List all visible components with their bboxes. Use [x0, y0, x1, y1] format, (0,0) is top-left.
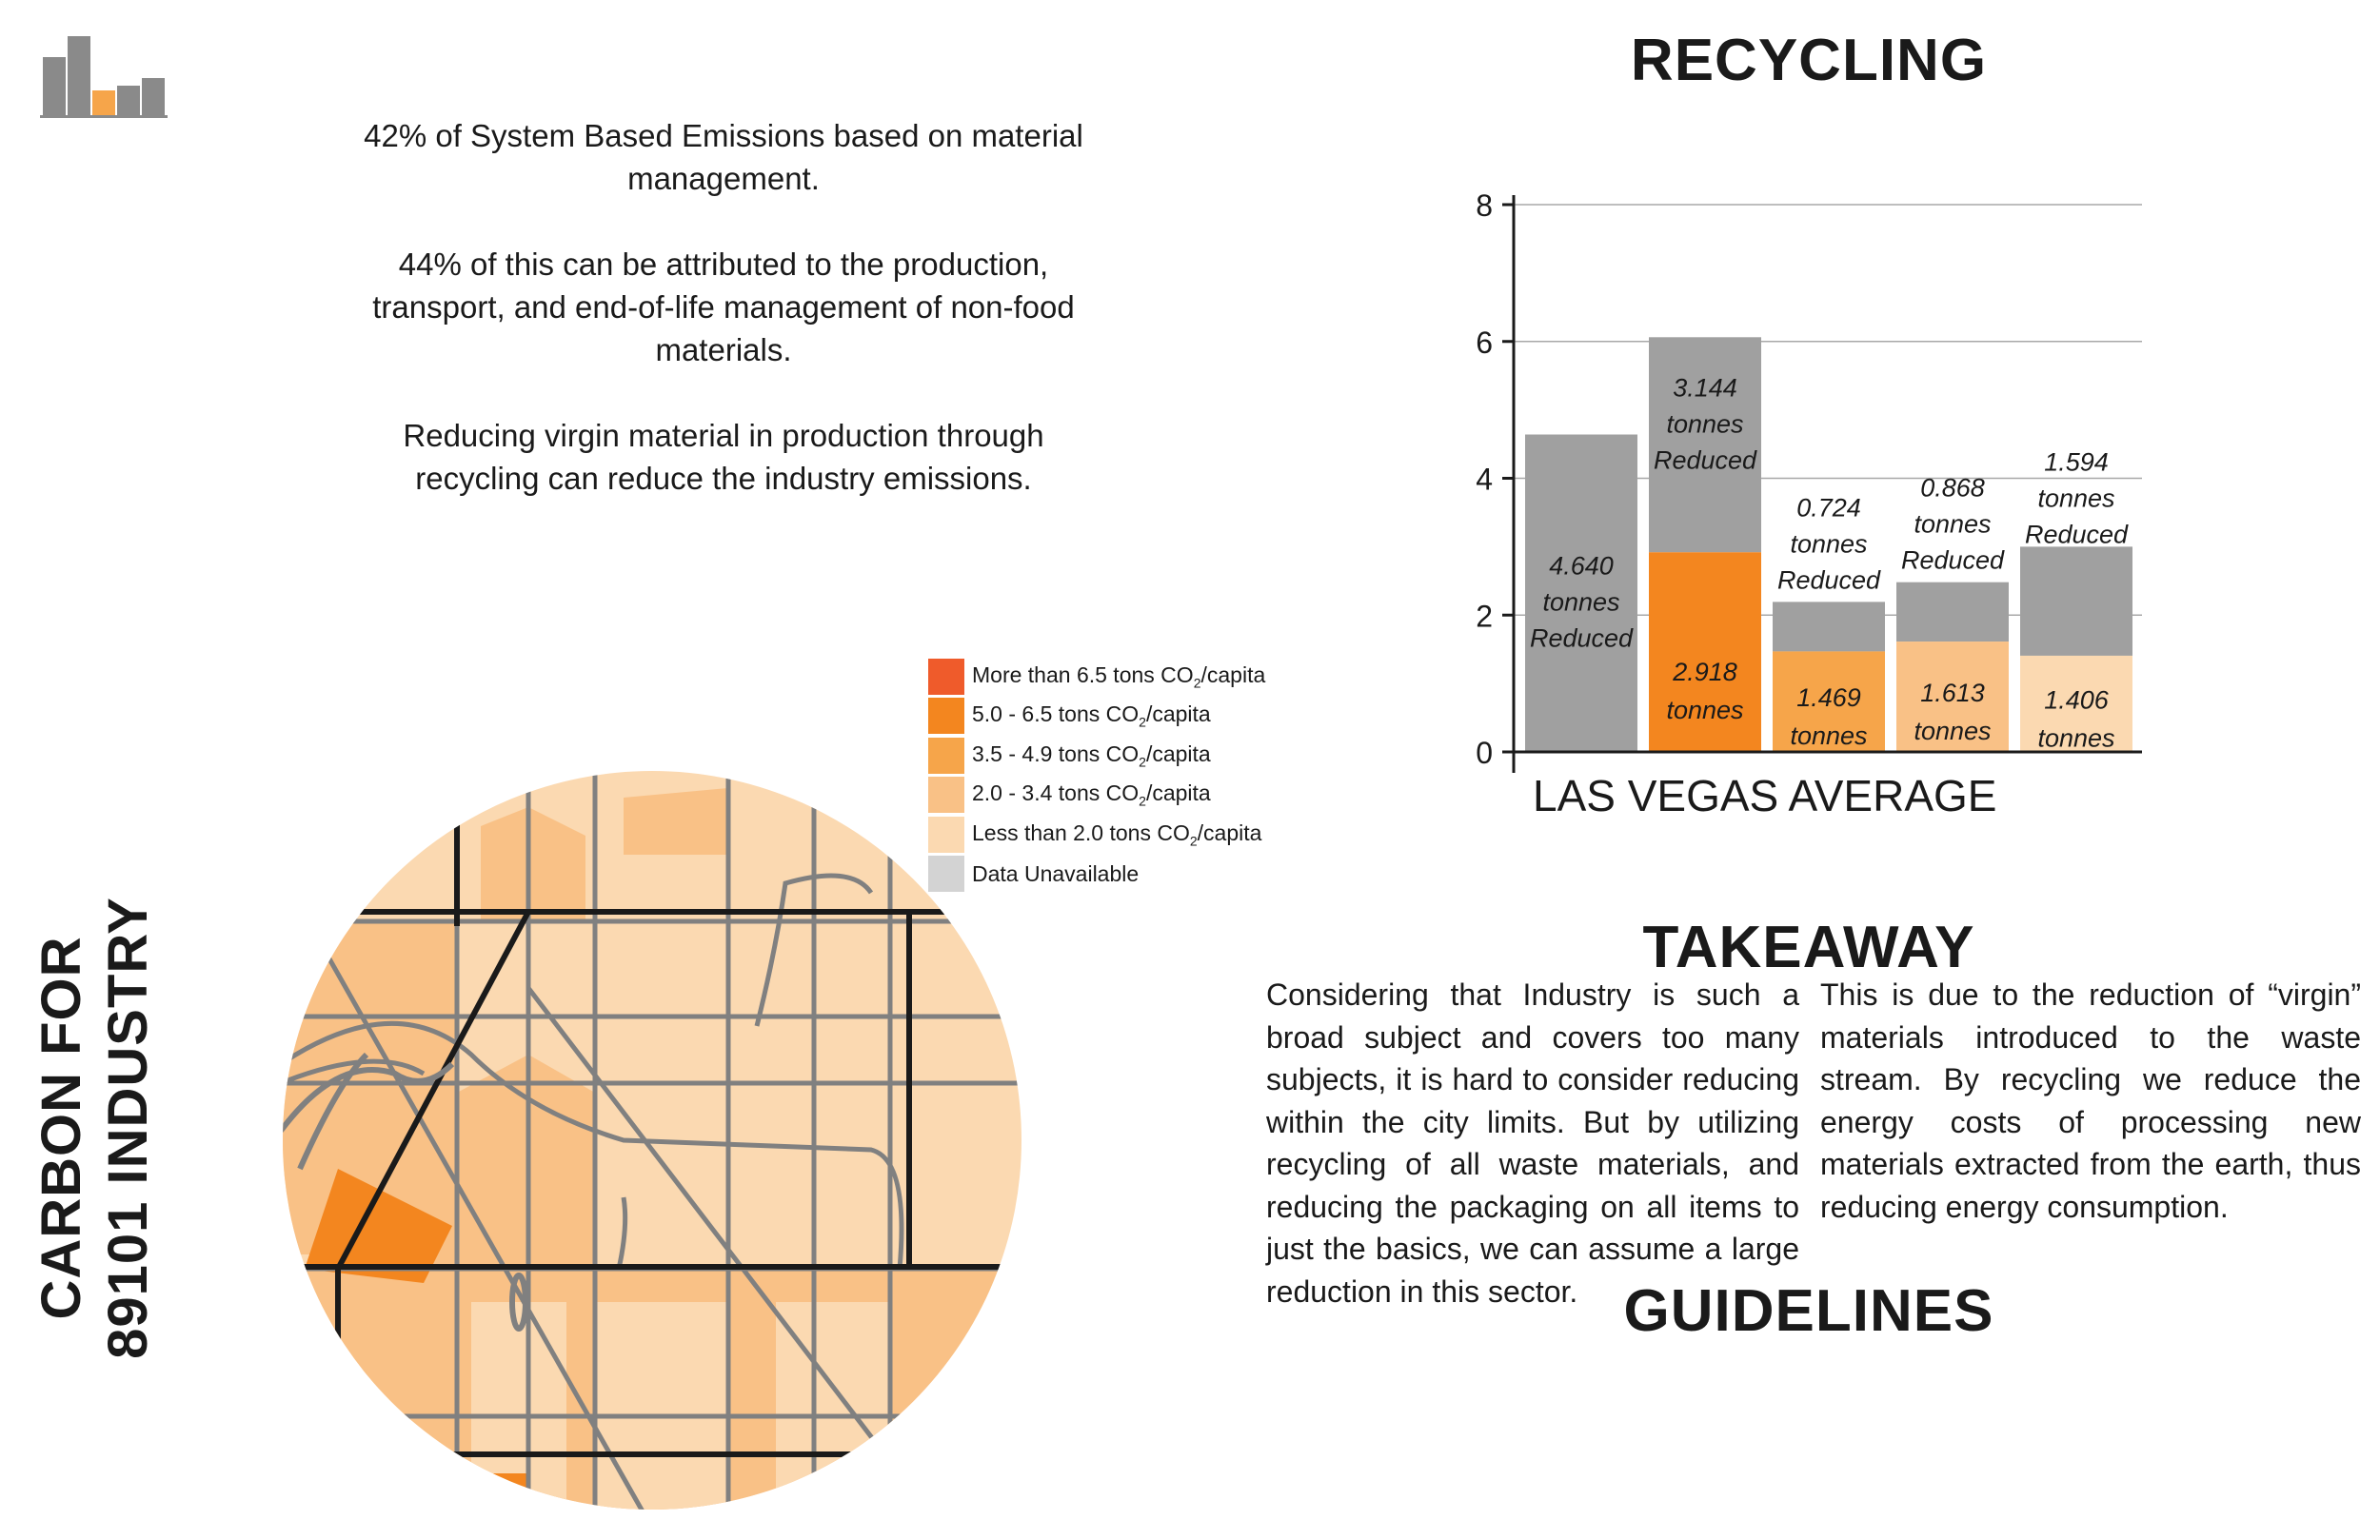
legend-label: 3.5 - 4.9 tons $CO_2$/capita — [972, 740, 1211, 770]
bar-reduced-label: Reduced — [1900, 545, 2005, 575]
vertical-title-line-1: CARBON FOR — [30, 936, 92, 1320]
legend-item — [928, 657, 1299, 697]
bar-remaining-label: tonnes — [2037, 723, 2115, 753]
zip-code-map — [281, 769, 1023, 1511]
bar-remaining-label: 1.613 — [1920, 679, 1985, 708]
y-tick-label: 4 — [1476, 462, 1493, 497]
bar-reduced-label: tonnes — [1790, 529, 1868, 559]
intro-paragraph-3: Reducing virgin material in production through recycling can reduce the industry emissions. — [403, 418, 1044, 496]
legend-item — [928, 697, 1299, 737]
vertical-page-title — [29, 861, 162, 1394]
map-tract — [595, 1302, 728, 1511]
bar-reduced-segment — [1896, 582, 2009, 642]
takeaway-column-1: Considering that Industry is such a broad subject and covers too many subjects, it is hard to consider reducing within the city limits. But by utilizing recycling of all waste materials, and reducing the packaging on all items to just the basics, we can assume a large reduction in this sector. — [1266, 977, 1799, 1309]
bar-reduced-segment — [1649, 337, 1761, 552]
recycling-title: RECYCLING — [1630, 28, 1988, 93]
legend-swatch — [928, 659, 964, 695]
bar-reduced-label: tonnes — [1666, 409, 1744, 439]
bar-reduced-label: 1.594 — [2044, 447, 2109, 477]
x-axis-label: LAS VEGAS AVERAGE — [1533, 771, 1997, 820]
bar-reduced-label: tonnes — [2037, 484, 2115, 513]
y-tick-label: 8 — [1476, 188, 1493, 223]
intro-paragraph-2: 44% of this can be attributed to the production, transport, and end-of-life management of non-food materials. — [372, 247, 1075, 367]
map-tract-high — [424, 1473, 528, 1511]
legend-label: More than 6.5 tons $CO_2$/capita — [972, 661, 1266, 691]
bar-remaining-label: tonnes — [1914, 717, 1992, 746]
bar-remaining-label: tonnes — [1790, 721, 1868, 751]
intro-text — [362, 114, 1085, 543]
bar-reduced-label: 0.724 — [1796, 493, 1861, 523]
bar-reduced-label: tonnes — [1542, 587, 1620, 617]
bar-reduced-segment — [1773, 602, 1885, 651]
bar-chart-logo-icon — [38, 33, 171, 124]
takeaway-title: TAKEAWAY — [1642, 915, 1975, 980]
y-tick-label: 6 — [1476, 325, 1493, 360]
map-tract — [624, 788, 728, 855]
bar-reduced-label: Reduced — [1529, 623, 1634, 653]
bar-reduced-label: tonnes — [1914, 509, 1992, 539]
guidelines-title: GUIDELINES — [1623, 1278, 1994, 1344]
legend-swatch — [928, 698, 964, 734]
bar-reduced-label: Reduced — [1653, 445, 1757, 475]
y-tick-label: 0 — [1476, 736, 1493, 770]
takeaway-column-2: This is due to the reduction of “virgin” materials introduced to the waste stream. By recycling we reduce the energy costs of processing new materials extracted from the earth, thus reducing energy consumption. — [1820, 977, 2361, 1224]
bar-remaining-label: 1.406 — [2044, 685, 2109, 715]
bar-remaining-label: 2.918 — [1673, 658, 1737, 687]
bar-reduced-label: Reduced — [1776, 565, 1881, 595]
bar-remaining-label: tonnes — [1666, 696, 1744, 725]
bar-reduced-label: 3.144 — [1673, 373, 1737, 403]
legend-label: Less than 2.0 tons $CO_2$/capita — [972, 819, 1262, 849]
recycling-bar-chart — [1476, 171, 2171, 838]
legend-label: Data Unavailable — [972, 860, 1140, 886]
y-tick-label: 2 — [1476, 599, 1493, 634]
legend-label: 2.0 - 3.4 tons $CO_2$/capita — [972, 780, 1211, 810]
vertical-title-line-2: 89101 INDUSTRY — [97, 897, 159, 1359]
bar-reduced-label: 0.868 — [1920, 473, 1985, 503]
legend-label: 5.0 - 6.5 tons $CO_2$/capita — [972, 701, 1211, 731]
bar-reduced-label: 4.640 — [1549, 551, 1614, 581]
bar-reduced-segment — [2020, 546, 2132, 656]
bar-remaining-label: 1.469 — [1796, 683, 1861, 713]
intro-paragraph-1: 42% of System Based Emissions based on material management. — [364, 118, 1083, 196]
bar-reduced-label: Reduced — [2024, 520, 2129, 549]
